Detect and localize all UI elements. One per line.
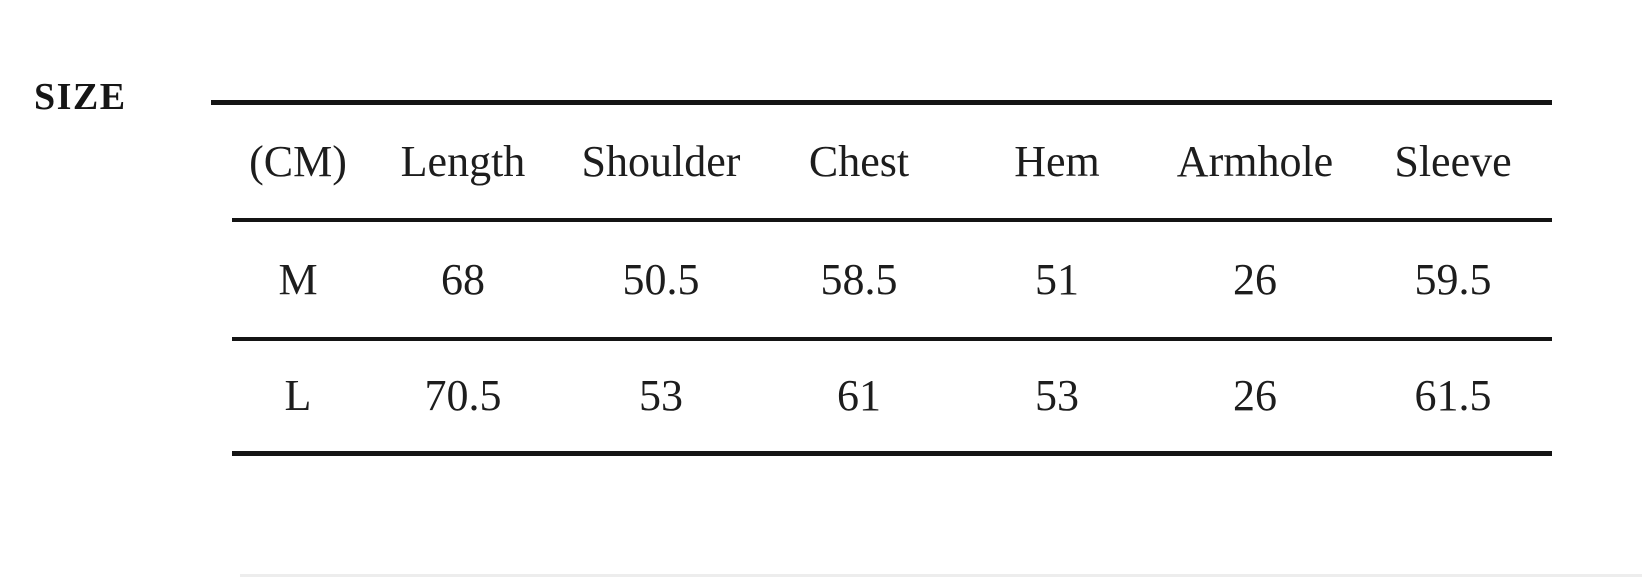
column-header-chest: Chest: [760, 105, 958, 220]
size-table-wrap: [211, 100, 1552, 456]
table-cell: 59.5: [1354, 220, 1552, 339]
column-header-sleeve: Sleeve: [1354, 105, 1552, 220]
table-cell: 70.5: [364, 339, 562, 453]
table-cell: 58.5: [760, 220, 958, 339]
table-cell: 68: [364, 220, 562, 339]
table-cell: 61: [760, 339, 958, 453]
column-header-length: Length: [364, 105, 562, 220]
table-cell: 53: [562, 339, 760, 453]
table-row-m: [232, 220, 1552, 339]
column-header-armhole: Armhole: [1156, 105, 1354, 220]
table-cell: 61.5: [1354, 339, 1552, 453]
table-cell: 50.5: [562, 220, 760, 339]
column-header-hem: Hem: [958, 105, 1156, 220]
column-header-cm: (CM): [232, 105, 364, 220]
size-cell: M: [232, 220, 364, 339]
size-cell: L: [232, 339, 364, 453]
cutoff-divider: [240, 574, 1642, 577]
header-row: [232, 105, 1552, 220]
column-header-shoulder: Shoulder: [562, 105, 760, 220]
size-table: [232, 105, 1552, 456]
table-cell: 26: [1156, 220, 1354, 339]
table-cell: 51: [958, 220, 1156, 339]
table-row-l: [232, 339, 1552, 453]
table-cell: 26: [1156, 339, 1354, 453]
table-cell: 53: [958, 339, 1156, 453]
size-chart-title: SIZE: [34, 76, 127, 118]
